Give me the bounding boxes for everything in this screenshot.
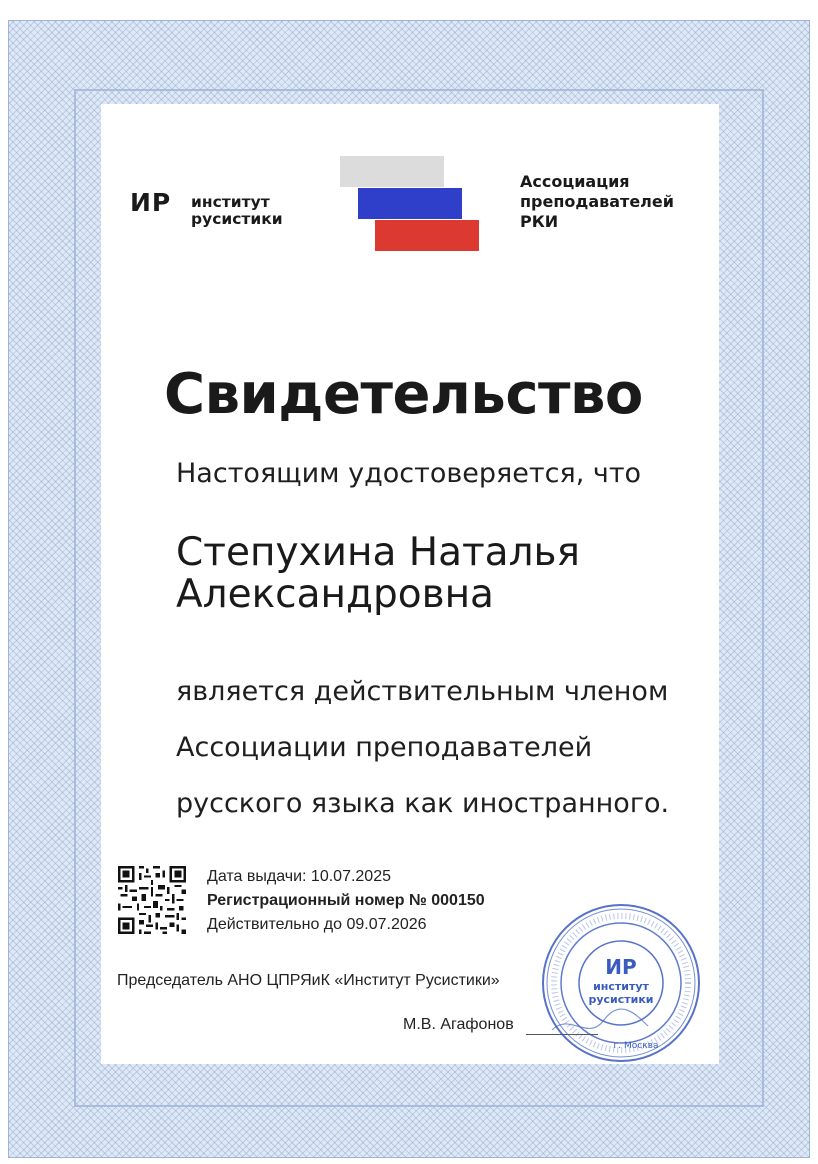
association-logo-line1: Ассоциация: [520, 172, 630, 191]
seal-mark: ИР: [605, 955, 637, 979]
holder-name: [176, 532, 580, 616]
statement-line2: Ассоциации преподавателей: [176, 732, 593, 763]
certificate-title: Свидетельство: [164, 362, 643, 427]
issue-date: Дата выдачи: 10.07.2025: [207, 868, 391, 885]
association-logo: [520, 172, 674, 232]
qr-code-icon: [118, 866, 186, 934]
official-seal-icon: [540, 902, 702, 1064]
confirm-text: Настоящим удостоверяется, что: [176, 458, 642, 489]
institute-logo-line2: русистики: [191, 210, 283, 228]
seal-line2: русистики: [588, 993, 654, 1006]
statement-line3: русского языка как иностранного.: [176, 788, 670, 819]
signer-name: М.В. Агафонов: [403, 1016, 514, 1033]
valid-until: Действительно до 09.07.2026: [207, 916, 427, 933]
association-logo-line3: РКИ: [520, 212, 559, 231]
flag-stripe-blue: [358, 188, 462, 219]
institute-logo-text: [191, 194, 283, 228]
seal-city: г. Москва: [613, 1041, 659, 1051]
holder-name-line1: Степухина Наталья: [176, 530, 580, 575]
chairman-title: Председатель АНО ЦПРЯиК «Институт Русистики»: [117, 972, 500, 989]
institute-logo-mark: ИР: [130, 188, 172, 217]
statement-line1: является действительным членом: [176, 676, 669, 707]
flag-stripe-red: [375, 220, 479, 251]
seal-line1: институт: [593, 980, 649, 993]
institute-logo-line1: институт: [191, 193, 270, 211]
holder-name-line2: Александровна: [176, 572, 494, 617]
registration-number: Регистрационный номер № 000150: [207, 892, 485, 909]
flag-stripe-white: [340, 156, 444, 187]
association-logo-line2: преподавателей: [520, 192, 674, 211]
